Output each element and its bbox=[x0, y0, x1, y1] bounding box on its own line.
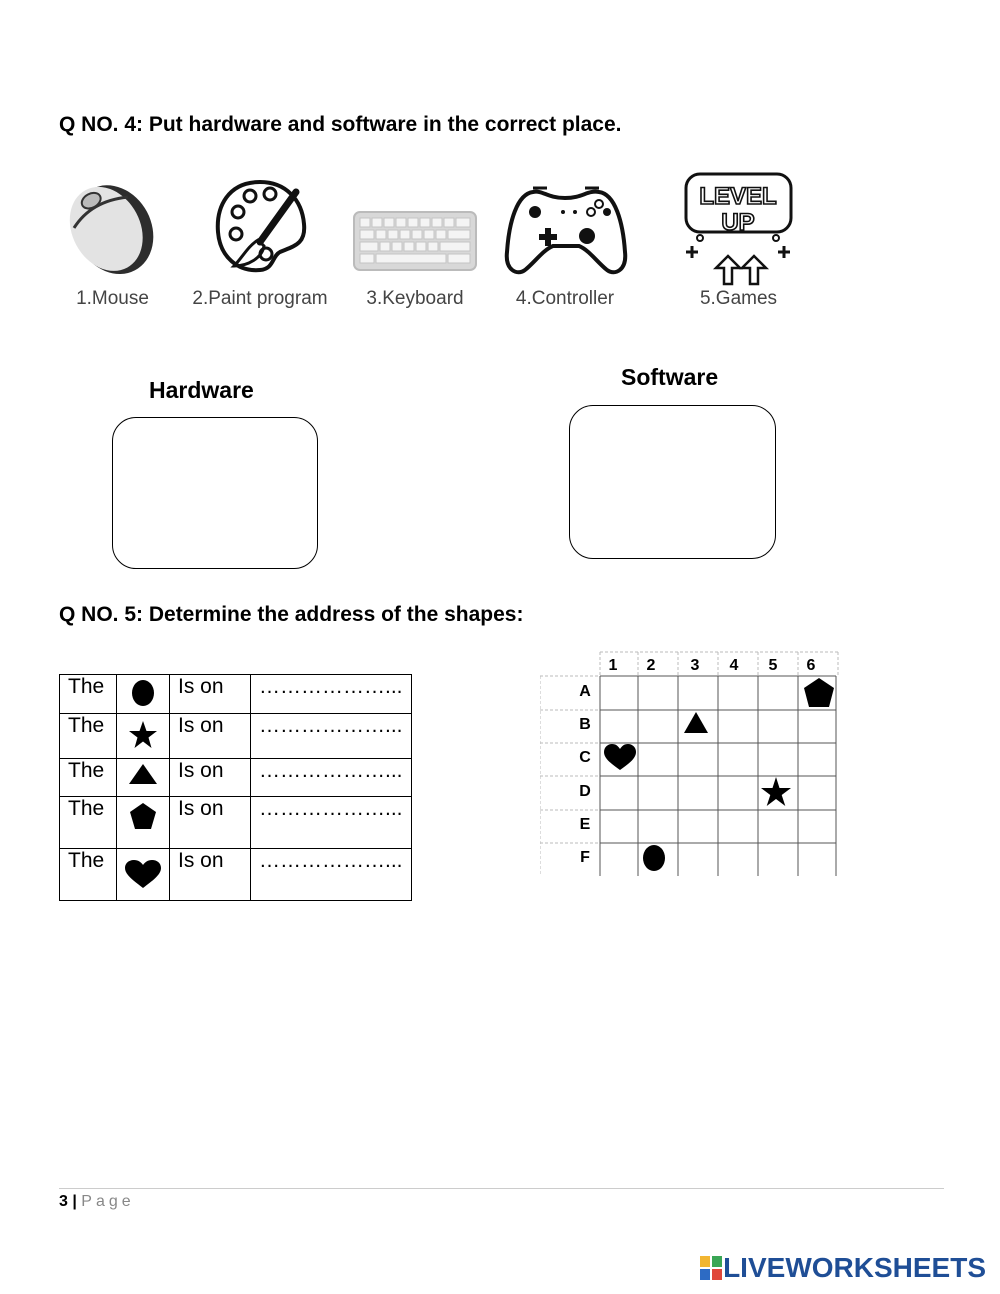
software-drop-box[interactable] bbox=[569, 405, 776, 559]
answer-field[interactable]: ………………... bbox=[251, 849, 412, 901]
answer-field[interactable]: ………………... bbox=[251, 759, 412, 797]
footer-separator: | bbox=[72, 1193, 77, 1210]
address-table bbox=[59, 674, 412, 901]
grid-row-header: A bbox=[579, 683, 591, 700]
is-on-label: Is on bbox=[170, 714, 251, 759]
heart-shape-icon bbox=[117, 849, 170, 901]
is-on-label: Is on bbox=[170, 797, 251, 849]
grid-row-header: D bbox=[579, 783, 591, 800]
address-grid-svg bbox=[540, 650, 840, 878]
software-label: Software bbox=[621, 364, 719, 390]
item-label: 5.Games bbox=[699, 288, 778, 309]
the-label: The bbox=[60, 849, 117, 901]
is-on-label: Is on bbox=[170, 675, 251, 714]
the-label: The bbox=[60, 797, 117, 849]
footer-divider bbox=[59, 1188, 944, 1189]
the-label: The bbox=[60, 714, 117, 759]
item-label: 1.Mouse bbox=[76, 288, 149, 309]
grid-row-header: C bbox=[579, 749, 591, 766]
grid-col-header: 2 bbox=[646, 657, 656, 674]
grid-heart-shape bbox=[604, 744, 636, 770]
answer-field[interactable]: ………………... bbox=[251, 675, 412, 714]
up-text: UP bbox=[721, 209, 755, 236]
mouse-icon bbox=[60, 172, 165, 282]
hardware-drop-box[interactable] bbox=[112, 417, 318, 569]
grid-row-header: F bbox=[580, 849, 590, 866]
item-label: 4.Controller bbox=[515, 288, 615, 309]
item-label: 3.Keyboard bbox=[366, 288, 464, 309]
item-controller bbox=[500, 172, 630, 310]
item-keyboard bbox=[350, 172, 480, 310]
table-row bbox=[60, 849, 412, 901]
table-row bbox=[60, 759, 412, 797]
level-text: LEVEL bbox=[699, 183, 777, 210]
is-on-label: Is on bbox=[170, 849, 251, 901]
address-grid bbox=[540, 650, 840, 883]
page-label: Page bbox=[81, 1193, 135, 1210]
star-shape-icon bbox=[117, 714, 170, 759]
triangle-shape-icon bbox=[117, 759, 170, 797]
grid-col-header: 3 bbox=[690, 657, 700, 674]
grid-pentagon-shape bbox=[804, 678, 834, 707]
table-row bbox=[60, 797, 412, 849]
level-up-games-icon bbox=[676, 172, 801, 292]
item-label: 2.Paint program bbox=[192, 288, 328, 309]
grid-col-header: 1 bbox=[608, 657, 618, 674]
pentagon-shape-icon bbox=[117, 797, 170, 849]
grid-col-header: 4 bbox=[729, 657, 739, 674]
item-games bbox=[676, 172, 801, 310]
page-number: 3 bbox=[59, 1193, 68, 1210]
grid-col-header: 6 bbox=[806, 657, 816, 674]
grid-oval-shape bbox=[643, 845, 665, 871]
the-label: The bbox=[60, 675, 117, 714]
logo-text: LIVEWORKSHEETS bbox=[723, 1252, 986, 1283]
hardware-label: Hardware bbox=[149, 377, 254, 403]
item-mouse bbox=[55, 172, 170, 310]
controller-icon bbox=[503, 172, 628, 282]
is-on-label: Is on bbox=[170, 759, 251, 797]
question-4-title: Q NO. 4: Put hardware and software in the correct place. bbox=[59, 113, 622, 136]
grid-col-header: 5 bbox=[768, 657, 778, 674]
liveworksheets-logo bbox=[699, 1252, 986, 1284]
live-badge-icon bbox=[699, 1255, 723, 1281]
keyboard-icon bbox=[351, 172, 479, 282]
table-row bbox=[60, 714, 412, 759]
table-row bbox=[60, 675, 412, 714]
grid-star-shape bbox=[761, 777, 791, 806]
the-label: The bbox=[60, 759, 117, 797]
question-5-title: Q NO. 5: Determine the address of the shapes: bbox=[59, 603, 524, 626]
answer-field[interactable]: ………………... bbox=[251, 714, 412, 759]
item-paint-program bbox=[180, 172, 340, 310]
grid-row-header: E bbox=[579, 816, 591, 833]
oval-shape-icon bbox=[117, 675, 170, 714]
page-footer bbox=[59, 1193, 135, 1211]
grid-row-header: B bbox=[579, 716, 591, 733]
paint-program-icon bbox=[208, 172, 313, 282]
answer-field[interactable]: ………………... bbox=[251, 797, 412, 849]
grid-triangle-shape bbox=[684, 712, 708, 733]
